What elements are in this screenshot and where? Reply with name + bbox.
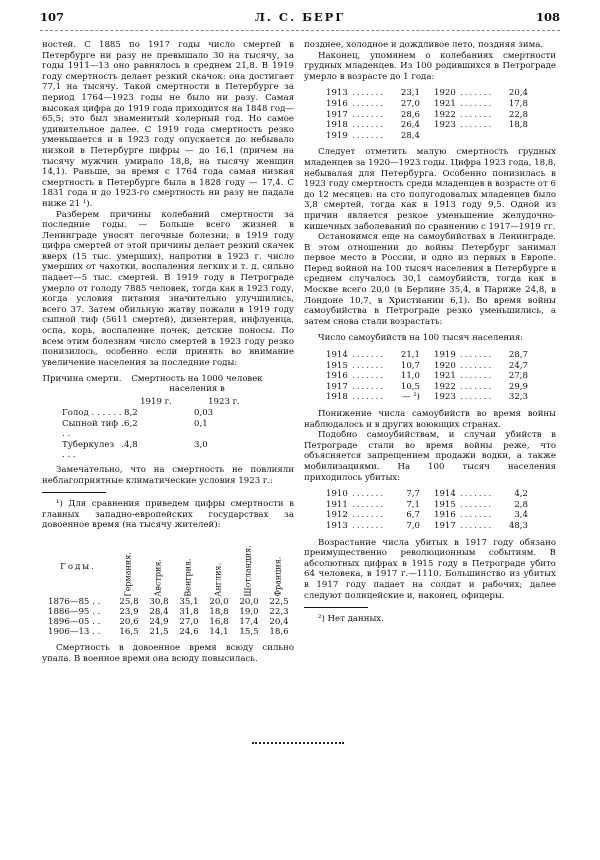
value-cell: 8,2 <box>124 408 138 418</box>
value-cell: 11,0 <box>400 371 420 382</box>
column-header: Причина смерти. <box>42 374 122 385</box>
value-cell: 6,2 <box>124 418 138 429</box>
table-row: 1912 ....... 6,7 1916 ....... 3,4 <box>326 510 528 521</box>
value-cell: 35,1 <box>179 596 199 607</box>
value-cell: 25,8 <box>119 596 139 607</box>
year-cell: 1919 <box>434 350 456 361</box>
table-row: 1913 ....... 23,1 1920 ....... 20,4 <box>326 88 528 99</box>
table-row: 1914 ....... 21,1 1919 ....... 28,7 <box>326 350 528 361</box>
value-cell: 18,8 <box>209 606 229 617</box>
year-cell: 1912 <box>326 510 348 521</box>
country-header: Австрия. <box>153 559 163 597</box>
paragraph: Остановимся еще на самоубийствах в Ленинграде. В этом отношении до войны Петербург занимал первое место в России, и одно из первых в Европе. Перед войной на 100 тысяч населения в Петербурге в среднем случалось 30,1 самоубийств, тогда как в Москве всего 20,0 (в Берлине 35,4, в Париже 24,8, в Лондоне 10,7, в Христиании 6,1). Во время войны самоубийства в Петрограде резко уменьшились, а затем снова стали возрастать: <box>304 232 556 327</box>
value-cell: 15,5 <box>239 626 259 637</box>
value-cell: 14,1 <box>209 626 229 637</box>
value-cell: 24,6 <box>179 626 199 637</box>
year-cell: 1913 <box>326 520 348 531</box>
value-cell: 3,0 <box>194 439 208 450</box>
footnote-rule <box>304 607 368 608</box>
value-cell: 17,4 <box>239 616 259 627</box>
table-row <box>42 607 294 617</box>
table-row: 1915 ....... 10,7 1920 ....... 24,7 <box>326 360 528 371</box>
value-cell: 28,4 <box>149 606 169 617</box>
table-caption: Число самоубийств на 100 тысяч населения: <box>318 333 524 344</box>
value-cell: 16,5 <box>119 626 139 637</box>
header-rule <box>40 30 560 31</box>
value-cell: 28,6 <box>400 109 420 120</box>
value-cell: 20,4 <box>269 616 289 627</box>
value-cell: 22,8 <box>508 109 528 120</box>
year-cell: 1922 <box>434 109 456 120</box>
table-row <box>42 408 294 419</box>
year-cell: 1920 <box>434 360 456 371</box>
table-row: 1919 ....... 28,4 <box>326 130 420 141</box>
table-row <box>42 440 294 461</box>
page-number-left: 107 <box>40 10 65 24</box>
period-cell: 1906—13 . . <box>48 626 101 637</box>
paragraph: Возрастание числа убитых в 1917 году обязано преимущественно революционным событиям. В абсолютных цифрах в 1915 году в Петрограде убито 64 человека, в 1917 г.—1110. Большинство из убитых в 1917 году падает на солдат и рабочих; далее следуют полицейские и, наконец, офицеры. <box>304 537 556 601</box>
table-row: 1916 ....... 11,0 1921 ....... 27,8 <box>326 371 528 382</box>
country-header: Германия. <box>123 552 133 597</box>
value-cell: 24,9 <box>149 616 169 627</box>
value-cell: 0,03 <box>194 408 214 418</box>
column-header: Смертность на 1000 человек населения в <box>131 374 263 395</box>
footnote: ²) Нет данных. <box>318 614 384 625</box>
year-cell: 1910 <box>326 489 348 500</box>
value-cell: 0,1 <box>194 418 208 429</box>
year-cell: 1919 <box>326 130 348 141</box>
country-header: Шотландия. <box>243 545 253 597</box>
value-cell: 3,4 <box>514 510 528 521</box>
value-cell: 4,8 <box>124 439 138 450</box>
table-row: 1917 ....... 28,6 1922 ....... 22,8 <box>326 109 528 120</box>
value-cell: 23,9 <box>119 606 139 617</box>
value-cell: 32,3 <box>508 392 528 403</box>
value-cell: 7,0 <box>406 520 420 531</box>
value-cell: — ²) <box>401 392 420 403</box>
value-cell: 27,0 <box>179 616 199 627</box>
table-row: 1918 ....... — ²) 1923 ....... 32,3 <box>326 392 528 403</box>
paragraph: Подобно самоубийствам, и случаи убийств в Петрограде стали во время войны реже, что объясняется запрещением продажи водки, а также мобилизациями. На 100 тысяч населения приходилось убитых: <box>304 430 556 483</box>
year-cell: 1914 <box>434 489 456 500</box>
value-cell: 7,7 <box>406 489 420 500</box>
value-cell: 17,8 <box>508 98 528 109</box>
year-cell: 1918 <box>326 120 348 131</box>
year-header: 1919 г. <box>140 397 172 408</box>
paragraph: Замечательно, что на смертность не повлияли неблагоприятные климатические условия 1923 г.: <box>42 464 294 486</box>
footnote-continuation: Смертность в довоенное время всюду сильно упала. В военное время она всюду повысилась. <box>42 642 294 664</box>
infant-mortality-table <box>326 88 556 141</box>
suicide-table <box>326 350 556 403</box>
right-column <box>304 40 556 625</box>
value-cell: 26,4 <box>400 120 420 131</box>
value-cell: 2,8 <box>514 499 528 510</box>
value-cell: 22,3 <box>269 606 289 617</box>
cause-cell: Туберкулез . . . . <box>62 439 124 461</box>
value-cell: 18,8 <box>508 120 528 131</box>
paragraph: позднее, холодное и дождливое лето, поздняя зима. <box>304 40 544 50</box>
value-cell: 28,7 <box>508 350 528 361</box>
running-head <box>40 10 560 28</box>
year-cell: 1918 <box>326 392 348 403</box>
value-cell: 20,0 <box>239 596 259 607</box>
year-cell: 1916 <box>434 510 456 521</box>
table-row: 1918 ....... 26,4 1923 ....... 18,8 <box>326 120 528 131</box>
year-cell: 1921 <box>434 98 456 109</box>
value-cell: 4,2 <box>514 489 528 500</box>
value-cell: 20,0 <box>209 596 229 607</box>
value-cell: 24,7 <box>508 360 528 371</box>
running-title: Л. С. БЕРГ <box>254 10 346 24</box>
value-cell: 18,6 <box>269 626 289 637</box>
value-cell: 22,5 <box>269 596 289 607</box>
country-header: Англия. <box>213 563 223 597</box>
value-cell: 21,1 <box>400 350 420 361</box>
year-cell: 1920 <box>434 88 456 99</box>
country-header: Венгрия. <box>183 558 193 597</box>
year-cell: 1914 <box>326 350 348 361</box>
year-cell: 1923 <box>434 120 456 131</box>
cause-of-death-table <box>42 374 294 461</box>
value-cell: 10,5 <box>400 381 420 392</box>
column-header: Годы. <box>60 561 96 572</box>
page-number-right: 108 <box>535 10 560 24</box>
year-cell: 1923 <box>434 392 456 403</box>
table-row <box>42 627 294 637</box>
year-cell: 1917 <box>326 381 348 392</box>
table-row: 1910 ....... 7,7 1914 ....... 4,2 <box>326 489 528 500</box>
year-cell: 1916 <box>326 98 348 109</box>
value-cell: 7,1 <box>406 499 420 510</box>
year-cell: 1915 <box>326 360 348 371</box>
table-row <box>42 617 294 627</box>
table-row: 1913 ....... 7,0 1917 ....... 48,3 <box>326 520 528 531</box>
murder-table <box>326 489 556 531</box>
period-cell: 1896—05 . . <box>48 616 101 627</box>
year-cell: 1922 <box>434 381 456 392</box>
value-cell: 28,4 <box>400 130 420 141</box>
value-cell: 27,8 <box>508 371 528 382</box>
period-cell: 1886—95 . . <box>48 606 101 617</box>
value-cell: 20,4 <box>508 88 528 99</box>
value-cell: 23,1 <box>400 88 420 99</box>
cause-cell: Сыпной тиф . . . <box>62 418 124 440</box>
paragraph: ностей. С 1885 по 1917 годы число смертей в Петербурге ни разу не превышало 30 на тысячу, за годы 1911—13 оно равнялось в среднем 21,8. В 1919 году смертность делает резкий скачок: она достигает 77,1 на тысячу. Такой смертности в Петербурге за период 1764—1923 годы не было ни разу. Самая высокая цифра до 1919 года приходится на 1848 год—65,5; это был знаменитый холерный год. Но самое удивительное далее. С 1919 года смертность резко уменьшается и в 1923 году опускается до небывало низкой в Петербурге цифры — до 16,1 (причем на тысячу мужчин умирало 18,8, на тысячу женщин 14,1). Раньше, за время с 1764 года самая низкая смертность в Петербурге была в 1828 году — 17,4. С 1831 года и до 1923-го смертность ни разу не падала ниже 21 ¹). <box>42 40 294 209</box>
value-cell: 30,8 <box>149 596 169 607</box>
year-header: 1923 г. <box>208 397 240 408</box>
value-cell: 27,0 <box>400 98 420 109</box>
value-cell: 21,5 <box>149 626 169 637</box>
year-cell: 1917 <box>326 109 348 120</box>
year-cell: 1915 <box>434 499 456 510</box>
value-cell: 29,9 <box>508 381 528 392</box>
table-row: 1917 ....... 10,5 1922 ....... 29,9 <box>326 381 528 392</box>
paragraph: Разберем причины колебаний смертности за последние годы. — Больше всего жизней в Ленинграде уносят легочные болезни; в 1919 году цифра смертей от этой причины делает резкий скачек вверх (15 тыс. умерших), напротив в 1923 г. число умерших от чахотки, воспаления легких и т. д. сильно падает—5 тыс. смертей. В 1919 году в Петрограде умерло от голоду 7885 человек, тогда как в 1923 году, когда условия питания значительно улучшились, всего 37. Затем обильную жатву пожали в 1919 году сыпной тиф (5611 смертей), дизентерия, инфлуенца, оспа, корь, воспаление почек, детские поносы. По всем этим болезням число смертей в 1923 году резко понизилось, особенно если принять во внимание увеличение населения за последние годы: <box>42 209 294 368</box>
left-column <box>42 40 294 664</box>
footnote: ¹) Для сравнения приведем цифры смертности в главных западно-европейских государствах за довоенное время (на тысячу жителей): <box>42 499 294 531</box>
paragraph: Наконец, упомянем о колебаниях смертности грудных младенцев. Из 100 родившихся в Петрограде умерло в возрасте до 1 года: <box>304 50 556 82</box>
european-mortality-table <box>42 537 294 637</box>
table-row <box>42 419 294 440</box>
period-cell: 1876—85 . . <box>48 596 101 607</box>
year-cell: 1913 <box>326 88 348 99</box>
country-header: Франция. <box>273 557 283 597</box>
value-cell: 10,7 <box>400 360 420 371</box>
table-row: 1911 ....... 7,1 1915 ....... 2,8 <box>326 499 528 510</box>
value-cell: 48,3 <box>508 520 528 531</box>
year-cell: 1917 <box>434 520 456 531</box>
table-row <box>42 597 294 607</box>
value-cell: 20,6 <box>119 616 139 627</box>
paragraph: Понижение числа самоубийств во время войны наблюдалось и в других воюющих странах. <box>304 409 556 430</box>
year-cell: 1921 <box>434 371 456 382</box>
value-cell: 19,0 <box>239 606 259 617</box>
table-row: 1916 ....... 27,0 1921 ....... 17,8 <box>326 98 528 109</box>
value-cell: 31,8 <box>179 606 199 617</box>
value-cell: 16,8 <box>209 616 229 627</box>
paragraph: Следует отметить малую смертность грудных младенцев за 1920—1923 годы. Цифра 1923 года, 18,8, небывалая для Петербурга. Особенно понизилась в 1923 году смертность среди младенцев в возрасте от 6 до 12 месяцев: на сто полугодовалых младенцев было 3,8 смертей, тогда как в 1913 году 9,5. Одной из причин является резкое уменьшение желудочно-кишечных заболеваний по сравнению с 1917—1919 гг. <box>304 147 556 232</box>
value-cell: 6,7 <box>406 510 420 521</box>
decorative-rule <box>252 742 344 744</box>
year-cell: 1911 <box>326 499 348 510</box>
cause-cell: Голод . . . . . . <box>62 408 122 418</box>
footnote-rule <box>42 492 106 493</box>
year-cell: 1916 <box>326 371 348 382</box>
